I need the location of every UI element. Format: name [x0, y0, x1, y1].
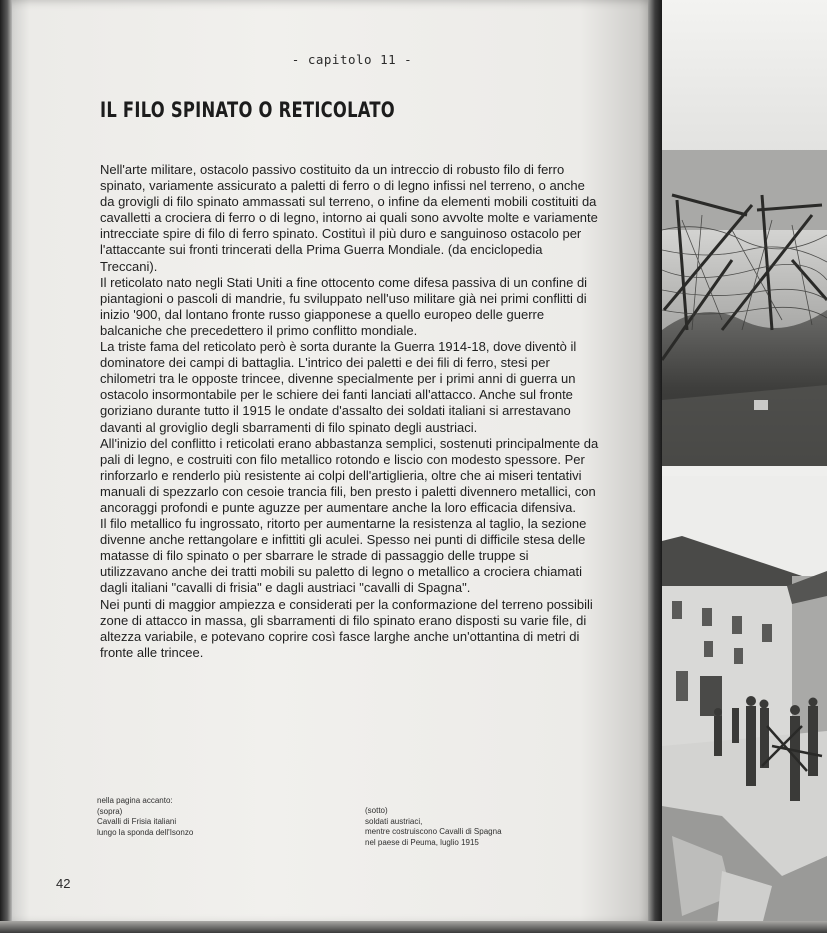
caption-right	[365, 806, 585, 848]
page-number: 42	[56, 876, 71, 891]
caption-line: (sopra)	[97, 806, 123, 816]
barbed-wire-photo	[662, 0, 827, 466]
caption-left	[97, 796, 327, 838]
paragraph: La triste fama del reticolato però è sorta durante la Guerra 1914-18, dove diventò il dominatore dei campi di battaglia. L'intrico dei paletti e dei fili di ferro, stesi per chilometri tra le opposte trincee, divenne specialmente per i primi anni di guerra un ostacolo insormontabile per le schiere dei fanti lanciati all'attacco. Anche sul fronte goriziano durante tutto il 1915 le ondate d'assalto dei soldati italiani si arrestavano davanti al groviglio degli sbarramenti di filo spinato degli austriaci.	[100, 339, 577, 435]
page-title: IL FILO SPINATO O RETICOLATO	[100, 98, 395, 122]
book-gutter	[648, 0, 662, 933]
caption-line: lungo la sponda dell'Isonzo	[97, 827, 194, 837]
caption-line: nella pagina accanto:	[97, 796, 173, 805]
chapter-label: - capitolo 11 -	[291, 52, 413, 67]
caption-line: (sotto)	[365, 806, 388, 815]
caption-line: mentre costruiscono Cavalli di Spagna	[365, 827, 502, 836]
left-page-edge	[0, 0, 12, 933]
soldiers-village-photo	[662, 476, 827, 925]
paragraph: All'inizio del conflitto i reticolati erano abbastanza semplici, sostenuti principalmente da pali di legno, e costruiti con filo metallico rotondo e liscio con modesto spessore. Per rinforzarlo e renderlo più resistente ai colpi dell'artiglieria, oltre che ai miseri tentativi manuali di spezzarlo con cesoie trancia fili, ben presto i paletti divennero metallici, con ancoraggi profondi e punte aguzze per aumentare anche la loro efficacia difensiva.	[100, 435, 599, 515]
caption-line: soldati austriaci,	[365, 816, 423, 826]
paragraph: Nei punti di maggior ampiezza e considerati per la conformazione del terreno possibili zone di attacco in massa, gli sbarramenti di filo spinato erano disposti su varie file, di altezza variabile, e potevano coprire così fasce larghe anche un'ottantina di metri di fronte alle trincee.	[100, 596, 593, 660]
body-text	[100, 162, 600, 661]
bottom-page-edge	[0, 921, 827, 933]
paragraph: Il reticolato nato negli Stati Uniti a fine ottocento come difesa passiva di un confine di piantagioni o pascoli di mandrie, fu sviluppato nell'uso militare già nei primi conflitti di inizio '900, dal lontano fronte russo giapponese a quello europeo delle guerre balcaniche che precedettero il primo conflitto mondiale.	[100, 274, 588, 338]
caption-line: Cavalli di Frisia italiani	[97, 817, 177, 826]
caption-line: nel paese di Peuma, luglio 1915	[365, 837, 479, 847]
paragraph: Nell'arte militare, ostacolo passivo costituito da un intreccio di robusto filo di ferro spinato, variamente assicurato a paletti di ferro o di legno infissi nel terreno, o anche da grovigli di filo spinato ammassati sul terreno, o infine da elementi mobili costituiti da cavalletti a crociera di ferro o di legno, intorno ai quali sono avvolte molte e variamente intrecciate spire di filo di ferro spinato. Costituì il più duro e sanguinoso ostacolo per l'attaccante sui fronti trincerati della Prima Guerra Mondiale. (da enciclopedia Treccani).	[100, 162, 598, 274]
paragraph: Il filo metallico fu ingrossato, ritorto per aumentarne la resistenza al taglio, la sezione divenne anche rettangolare e infittiti gli aculei. Spesso nei punti di difficile stesa delle matasse di filo spinato o per sbarrare le strade di passaggio delle truppe si utilizzavano anche dei tratti mobili su paletto di legno o metallico a crociera chiamati dagli italiani "cavalli di frisia" e dagli austriaci "cavalli di Spagna".	[100, 516, 587, 596]
